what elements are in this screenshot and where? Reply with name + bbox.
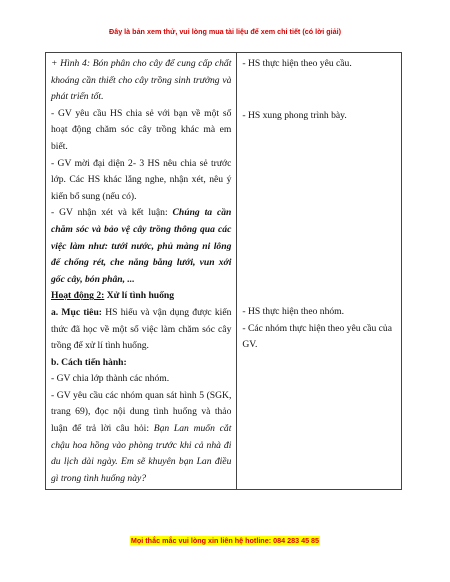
activity2-title: Xử lí tình huống [104, 290, 175, 302]
student-response-4: - Các nhóm thực hiện theo yêu cầu của GV. [242, 322, 392, 351]
conclusion-prefix: - GV nhận xét và kết luận: [51, 207, 173, 219]
conclusion-bold: Chúng ta cần chăm sóc và bảo vệ cây trồng thông qua các việc làm như: tưới nước, phủ màng ni lông để chống rét, che nắng bằng lưới, vun xới gốc cây, bón phân, ... [51, 207, 232, 285]
task-prefix: - GV yêu cầu các nhóm quan sát hình 5 (SGK, trang 69), đọc nội dung tình huống và thảo luận để trả lời câu hỏi: [51, 389, 232, 435]
lesson-table [45, 52, 402, 490]
conclusion-text [51, 205, 231, 288]
hotline-notice [0, 536, 450, 545]
table-row [46, 53, 402, 490]
student-response-1: - HS thực hiện theo yêu cầu. [242, 58, 352, 69]
groups-text: - GV chia lớp thành các nhóm. [51, 373, 170, 385]
goal-body: HS hiểu và vận dụng được kiến thức đã học về một số việc làm chăm sóc cây trồng để xử lí tình huống. [51, 306, 232, 352]
activity2-heading [51, 288, 231, 305]
goal-label: a. Mục tiêu: [51, 306, 102, 318]
share-pair-text: - GV yêu cầu HS chia sẻ với bạn về một số hoạt động chăm sóc cây trồng khác mà em biết. [51, 107, 232, 152]
invite-text: - GV mời đại diện 2- 3 HS nêu chia sẻ trước lớp. Các HS khác lắng nghe, nhận xét, nêu ý kiến bổ sung (nếu có). [51, 157, 232, 202]
student-response-3: - HS thực hiện theo nhóm. [242, 306, 345, 318]
hotline-text: Mọi thắc mắc vui lòng xin liên hệ hotline: 084 283 45 85 [130, 536, 320, 545]
hinh4-text: + Hình 4: Bón phân cho cây để cung cấp chất khoáng cần thiết cho cây trồng sinh trưởng và phát triển tốt. [51, 58, 232, 103]
activity2-label: Hoạt động 2: [51, 290, 105, 302]
method-heading: b. Cách tiến hành: [51, 356, 127, 368]
teacher-activity-cell [46, 53, 237, 490]
student-activity-cell [237, 53, 402, 490]
student-response-2: - HS xung phong trình bày. [242, 109, 347, 121]
task-question: Bạn Lan muốn cắt chậu hoa hồng vào phòng trước khi cả nhà đi du lịch dài ngày. Em sẽ khuyên bạn Lan điều gì trong tình huống này? [51, 423, 232, 484]
goal-text [51, 305, 231, 355]
preview-notice: Đây là bản xem thử, vui lòng mua tài liệu để xem chi tiết (có lời giải) [109, 27, 341, 36]
task-text [51, 388, 231, 488]
